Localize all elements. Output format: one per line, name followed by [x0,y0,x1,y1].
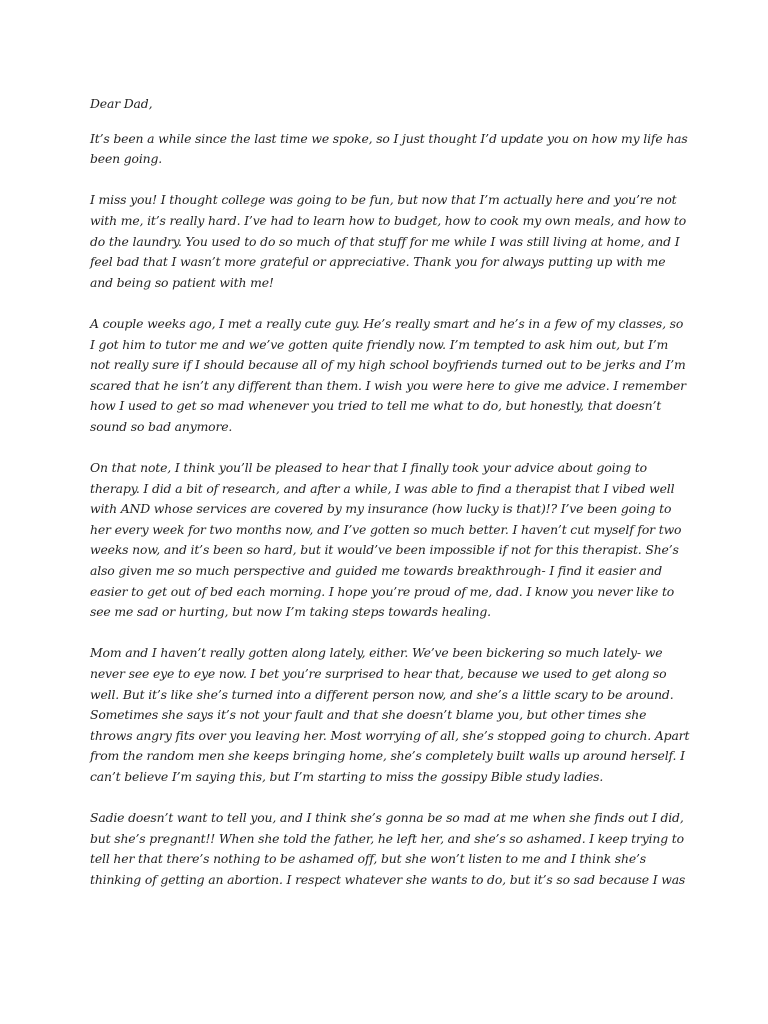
salutation: Dear Dad, [90,96,153,111]
letter-body [90,94,690,911]
paragraph-2: I miss you! I thought college was going to be fun, but now that I’m actually here and you’re not with me, it’s really hard. I’ve had to learn how to budget, how to cook my own meals, and how to do the laundry. You used to do so much of that stuff for me while I was still living at home, and I feel bad that I wasn’t more grateful or appreciative. Thank you for always putting up with me and being so patient with me! [90,192,687,290]
paragraph-4: On that note, I think you’ll be pleased to hear that I finally took your advice about going to therapy. I did a bit of research, and after a while, I was able to find a therapist that I vibed well with AND whose services are covered by my insurance (how lucky is that)!? I’ve been going to her every week for two months now, and I’ve gotten so much better. I haven’t cut myself for two weeks now, and it’s been so hard, but it would’ve been impossible if not for this therapist. She’s also given me so much perspective and guided me towards breakthrough- I find it easier and easier to get out of bed each morning. I hope you’re proud of me, dad. I know you never like to see me sad or hurting, but now I’m taking steps towards healing. [90,460,682,620]
paragraph-5: Mom and I haven’t really gotten along lately, either. We’ve been bickering so much lately- we never see eye to eye now. I bet you’re surprised to hear that, because we used to get along so well. But it’s like she’s turned into a different person now, and she’s a little scary to be around. Sometimes she says it’s not your fault and that she doesn’t blame you, but other times she throws angry fits over you leaving her. Most worrying of all, she’s stopped going to church. Apart from the random men she keeps bringing home, she’s completely built walls up around herself. I can’t believe I’m saying this, but I’m starting to miss the gossipy Bible study ladies. [90,645,690,784]
paragraph-3: A couple weeks ago, I met a really cute guy. He’s really smart and he’s in a few of my classes, so I got him to tutor me and we’ve gotten quite friendly now. I’m tempted to ask him out, but I’m not really sure if I should because all of my high school boyfriends turned out to be jerks and I’m scared that he isn’t any different than them. I wish you were here to give me advice. I remember how I used to get so mad whenever you tried to tell me what to do, but honestly, that doesn’t sound so bad anymore. [90,315,686,434]
paragraph-6: Sadie doesn’t want to tell you, and I think she’s gonna be so mad at me when she finds out I did, but she’s pregnant!! When she told the father, he left her, and she’s so ashamed. I keep trying to tell her that there’s nothing to be ashamed off, but she won’t listen to me and I think she’s thinking of getting an abortion. I respect whatever she wants to do, but it’s so sad because I was [90,810,686,887]
paragraph-1: It’s been a while since the last time we spoke, so I just thought I’d update you on how my life has been going. [90,130,688,167]
